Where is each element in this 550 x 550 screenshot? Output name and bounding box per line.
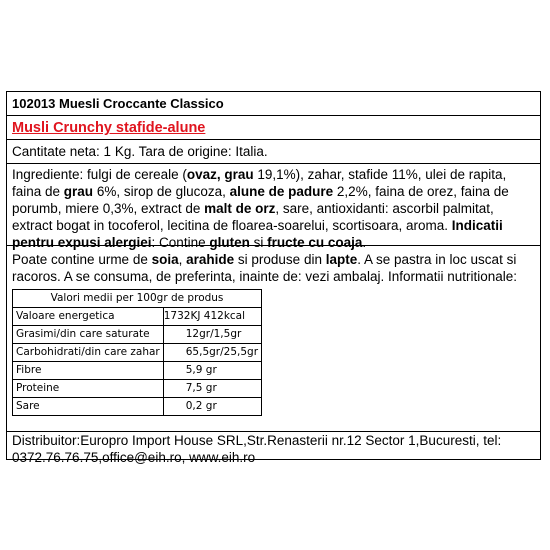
nutrition-value: 12gr/1,5gr [163,326,261,344]
text-segment: Poate contine urme de [12,252,152,267]
nutrition-label: Proteine [13,380,164,398]
nutrition-label: Grasimi/din care saturate [13,326,164,344]
bold-text-segment: Indicatii pentru expusi alergiei [12,218,503,250]
text-segment: , [178,252,187,267]
allergen-warning-text [12,251,535,285]
bold-text-segment: ovaz, grau [186,167,254,182]
nutrition-label: Carbohidrati/din care zahar [13,344,164,362]
nutrition-row [13,362,262,380]
bold-text-segment: grau [63,184,94,199]
distributor-info: Distribuitor:Europro Import House SRL,Str.Renasterii nr.12 Sector 1,Bucuresti, tel: 0372.76.76.75,office@eih.ro, www.eih.ro [12,433,502,465]
text-segment: Ingrediente: fulgi de cereale ( [12,167,187,182]
quantity-origin: Cantitate neta: 1 Kg. Tara de origine: Italia. [7,140,540,164]
ingredients-text [7,164,540,250]
bold-text-segment: arahide [186,252,235,267]
text-segment: . A se pastra in loc uscat si racoros. A se consuma, de preferinta, inainte de: vezi ambalaj. Informatii nutritionale: [12,252,518,284]
nutrition-label: Sare [13,398,164,416]
nutrition-value: 5,9 gr [163,362,261,380]
nutrition-value: 1732KJ 412kcal [163,308,261,326]
bold-text-segment: malt de orz [204,201,276,216]
nutrition-value: 0,2 gr [163,398,261,416]
text-segment: 19,1%), zahar, stafide 11%, ulei de rapita, faina de [12,167,507,199]
nutrition-label: Valoare energetica [13,308,164,326]
nutrition-label: Fibre [13,362,164,380]
product-name: Musli Crunchy stafide-alune [7,116,540,140]
bold-text-segment: alune de padure [229,184,334,199]
text-segment: . [362,235,367,250]
nutrition-row [13,326,262,344]
bold-text-segment: soia [151,252,179,267]
text-segment: 2,2%, faina de orez, faina de porumb, miere 0,3%, extract de [12,184,509,216]
text-segment: si [249,235,268,250]
nutrition-header: Valori medii per 100gr de produs [13,290,262,308]
nutrition-row [13,344,262,362]
text-segment: : Contine [151,235,210,250]
nutrition-value: 65,5gr/25,5gr [163,344,261,362]
product-code-title: 102013 Muesli Croccante Classico [7,92,540,116]
bold-text-segment: lapte [325,252,358,267]
bold-text-segment: fructe cu coaja [267,235,363,250]
warning-section [7,246,540,432]
bold-text-segment: gluten [209,235,250,250]
nutrition-table [12,289,262,416]
product-label [6,91,541,465]
nutrition-value: 7,5 gr [163,380,261,398]
text-segment: , sare, antioxidanti: ascorbil palmitat, extract bogat in tocoferol, lecitina de floarea-soarelui, scortisoara, aroma. [12,201,494,233]
nutrition-row [13,398,262,416]
text-segment: 6%, sirop de glucoza, [93,184,230,199]
nutrition-row [13,308,262,326]
text-segment: si produse din [234,252,326,267]
nutrition-header-row [13,290,262,308]
nutrition-row [13,380,262,398]
